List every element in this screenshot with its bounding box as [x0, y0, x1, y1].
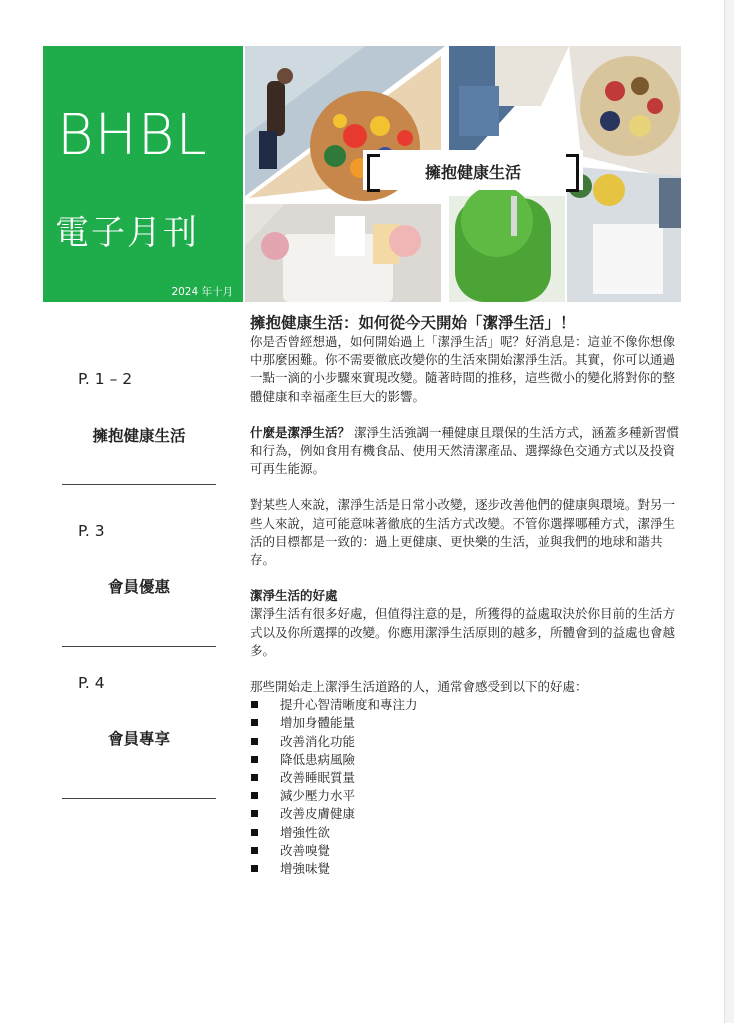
what-is-paragraph [250, 424, 685, 479]
article-paragraph-3: 對某些人來說，潔淨生活是日常小改變，逐步改善他們的健康與環境。對另一些人來說，這可能意味著徹底的生活方式改變。不管你選擇哪種方式，潔淨生活的目標都是一致的：過上更健康、更快樂的生活，並與我們的地球和諧共存。 [250, 497, 676, 568]
toc-page-1: P. 1 – 2 [78, 370, 133, 388]
toc-divider [62, 484, 216, 485]
list-item: 改善皮膚健康 [250, 805, 685, 823]
banner-bracket-right [566, 154, 579, 192]
article-intro: 你是否曾經想過，如何開始過上「潔淨生活」呢？好消息是：這並不像你想像中那麼困難。你不需要徹底改變你的生活來開始潔淨生活。其實，你可以通過一點一滴的小步驟來實現改變。隨著時間的推移，這些微小的變化將對你的整體健康和幸福產生巨大的影響。 [250, 334, 676, 404]
issue-date: 2024 年十月 [171, 286, 233, 298]
bullet-square-icon [251, 701, 258, 708]
list-item: 減少壓力水平 [250, 787, 685, 805]
what-is-label: 什麼是潔淨生活？ [250, 424, 351, 440]
benefits-list-intro: 那些開始走上潔淨生活道路的人，通常會感受到以下的好處： [250, 679, 588, 695]
page-edge [724, 0, 734, 1023]
list-item: 增強性欲 [250, 824, 685, 842]
banner-title: 擁抱健康生活 [424, 163, 521, 182]
benefits-heading: 潔淨生活的好處 [250, 588, 338, 604]
toc-divider [62, 646, 216, 647]
article-title: 擁抱健康生活：如何從今天開始「潔淨生活」！ [250, 314, 576, 332]
toc-page-3: P. 4 [78, 674, 105, 692]
cover-collage [245, 46, 681, 302]
list-item: 降低患病風險 [250, 751, 685, 769]
article [250, 313, 685, 878]
list-item: 增強味覺 [250, 860, 685, 878]
newsletter-subtitle: 電子月刊 [55, 213, 199, 253]
masthead [43, 46, 243, 302]
bullet-square-icon [251, 810, 258, 817]
toc-title-3[interactable]: 會員專享 [107, 730, 170, 748]
brand-title: BHBL [57, 103, 208, 168]
bullet-square-icon [251, 719, 258, 726]
bullet-square-icon [251, 829, 258, 836]
bullet-square-icon [251, 792, 258, 799]
what-is-text: 潔淨生活強調一種健康且環保的生活方式，涵蓋多種新習慣和行為，例如食用有機食品、使用天然清潔產品、選擇綠色交通方式以及投資可再生能源。 [250, 424, 680, 477]
benefits-paragraph: 潔淨生活有很多好處，但值得注意的是，所獲得的益處取決於你目前的生活方式以及你所選擇的改變。你應用潔淨生活原則的越多，所體會到的益處也會越多。 [250, 606, 676, 658]
toc-divider [62, 798, 216, 799]
bullet-square-icon [251, 738, 258, 745]
list-item: 提升心智清晰度和專注力 [250, 696, 685, 714]
benefits-list [250, 696, 685, 878]
toc-title-1[interactable]: 擁抱健康生活 [92, 427, 186, 445]
bullet-square-icon [251, 865, 258, 872]
list-item: 改善睡眠質量 [250, 769, 685, 787]
toc-page-2: P. 3 [78, 522, 105, 540]
bullet-square-icon [251, 774, 258, 781]
bullet-square-icon [251, 847, 258, 854]
list-item: 增加身體能量 [250, 714, 685, 732]
list-item: 改善消化功能 [250, 733, 685, 751]
bullet-square-icon [251, 756, 258, 763]
toc-title-2[interactable]: 會員優惠 [107, 578, 170, 596]
list-item: 改善嗅覺 [250, 842, 685, 860]
cover-banner [363, 150, 583, 190]
